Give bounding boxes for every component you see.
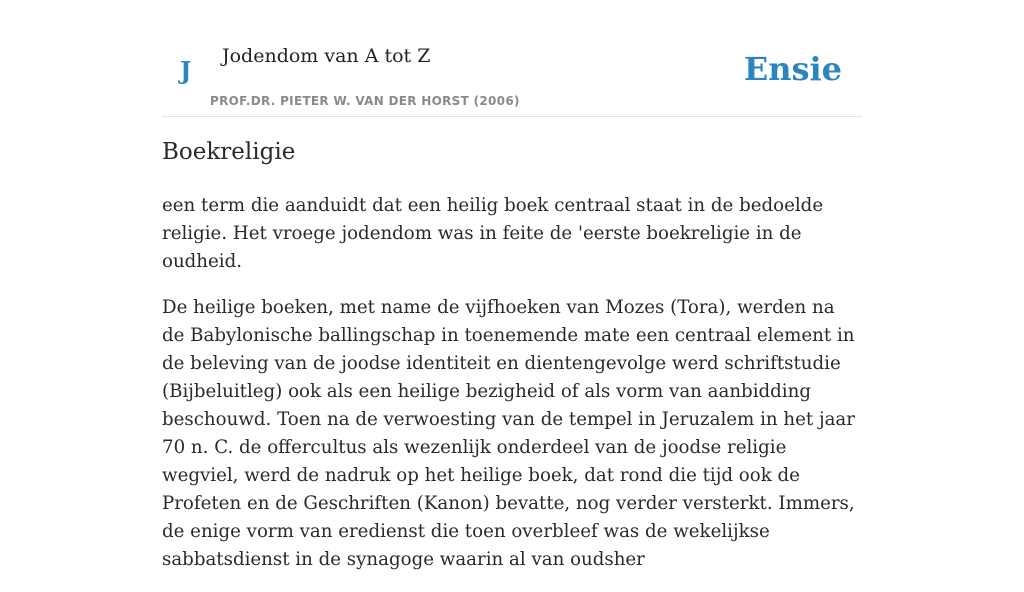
content-column [162,0,862,570]
page-header [162,0,862,117]
entry-title: Boekreligie [162,139,296,165]
book-letter-link[interactable]: J [180,56,192,85]
entry-paragraph: een term die aanduidt dat een heilig boek centraal staat in de bedoelde religie. Het vroege jodendom was in feite de 'eerste boekreligie in de oudheid. [162,195,824,272]
entry-body [162,192,862,592]
book-author: PROF.DR. PIETER W. VAN DER HORST (2006) [210,94,520,108]
brand-logo-link[interactable]: Ensie [743,50,842,88]
entry-paragraph: De heilige boeken, met name de vijfhoeken van Mozes (Tora), werden na de Babylonische ballingschap in toenemende mate een centraal element in de beleving van de joodse identiteit en dientengevolge werd schriftstudie (Bijbeluitleg) ook als een heilige bezigheid of als vorm van aanbidding beschouwd. Toen na de verwoesting van de tempel in Jeruzalem in het jaar 70 n. C. de offercultus als wezenlijk onderdeel van de joodse religie wegviel, werd de nadruk op het heilige boek, dat rond die tijd ook de Profeten en de Geschriften (Kanon) bevatte, nog verder versterkt. Immers, de enige vorm van eredienst die toen overbleef was de wekelijkse sabbatsdienst in de synagoge waarin al van oudsher [162,297,855,570]
book-title-link[interactable]: Jodendom van A tot Z [222,45,431,67]
